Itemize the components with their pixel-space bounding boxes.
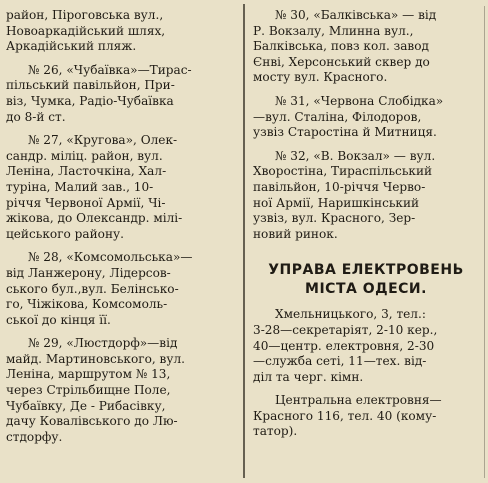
- paragraph-gap: [6, 55, 238, 63]
- text-line: Р. Вокзалу, Млинна вул.,: [253, 23, 414, 38]
- section-heading: [253, 261, 479, 299]
- text-line: 40—центр. електровня, 2-30: [253, 338, 435, 353]
- tram-routes-continued: [253, 8, 479, 242]
- heading-line: УПРАВА ЕЛЕКТРОВЕНЬ: [268, 262, 464, 279]
- text-line: стдорфу.: [6, 429, 63, 444]
- text-line: Леніна, Ласточкіна, Хал-: [6, 164, 167, 179]
- text-line: узвіз, вул. Красного, Зер-: [253, 211, 416, 226]
- text-line: сандр. міліц. район, вул.: [6, 148, 163, 163]
- text-line: ської до кінця її.: [6, 312, 111, 327]
- text-line: татор).: [253, 424, 298, 439]
- paragraph-gap: [6, 125, 238, 133]
- text-line: Леніна, маршрутом № 13,: [6, 367, 171, 382]
- text-line: пільський павільйон, При-: [6, 78, 175, 93]
- paragraph-gap: [253, 86, 479, 94]
- left-column: [6, 8, 238, 445]
- text-line: до 8-й ст.: [6, 109, 66, 124]
- text-line: Чубаївку, Де - Рибасівку,: [6, 398, 166, 413]
- text-line: Аркадійський пляж.: [6, 39, 137, 54]
- right-column: [253, 8, 479, 440]
- text-line: мосту вул. Красного.: [253, 70, 388, 85]
- text-line: Єнві, Херсонський сквер до: [253, 54, 430, 69]
- text-line: ної Армії, Наришкінський: [253, 195, 420, 210]
- heading-line: МІСТА ОДЕСИ.: [305, 281, 427, 298]
- paragraph-gap: [6, 242, 238, 250]
- right-edge-rule: [484, 6, 485, 478]
- text-line: дачу Ковалівського до Лю-: [6, 414, 178, 429]
- text-line: майд. Мартиновського, вул.: [6, 351, 186, 366]
- text-line: туріна, Малий зав., 10-: [6, 179, 154, 194]
- text-line: Балківська, повз кол. завод: [253, 39, 429, 54]
- text-line: узвіз Старостіна й Митниця.: [253, 125, 437, 140]
- text-line: го, Чіжікова, Комсомоль-: [6, 297, 168, 312]
- text-line: ського бул.,вул. Белінсько-: [6, 281, 179, 296]
- text-line: жікова, до Олександр. мілі-: [6, 211, 183, 226]
- text-line: Хмельницького, 3, тел.:: [275, 307, 426, 322]
- paragraph-gap: [253, 385, 479, 393]
- text-line: цейського району.: [6, 226, 124, 241]
- text-line: Хворостіна, Тираспільський: [253, 164, 433, 179]
- text-line: № 31, «Червона Слобідка»: [275, 93, 444, 108]
- text-line: № 29, «Люстдорф»—від: [28, 336, 178, 351]
- paragraph-gap: [6, 328, 238, 336]
- text-line: район, Піроговська вул.,: [6, 8, 164, 22]
- text-line: через Стрільбищне Поле,: [6, 383, 171, 398]
- text-line: № 30, «Балківська» — від: [275, 8, 437, 22]
- text-line: —вул. Сталіна, Філодоров,: [253, 109, 422, 124]
- text-line: діл та черг. кімн.: [253, 369, 364, 384]
- text-line: № 26, «Чубаївка»—Тирас-: [28, 62, 192, 77]
- text-line: Новоаркадійський шлях,: [6, 23, 166, 38]
- text-line: річчя Червоної Армії, Чі-: [6, 195, 166, 210]
- column-divider: [243, 4, 245, 478]
- text-line: павільйон, 10-річчя Черво-: [253, 179, 426, 194]
- paragraph-gap: [253, 141, 479, 149]
- text-line: 3-28—секретаріят, 2-10 кер.,: [253, 322, 438, 337]
- administration-info: [253, 307, 479, 440]
- text-line: віз, Чумка, Радіо-Чубаївка: [6, 93, 174, 108]
- text-line: новий ринок.: [253, 226, 338, 241]
- text-line: від Ланжерону, Лідерсов-: [6, 265, 171, 280]
- text-line: Красного 116, тел. 40 (кому-: [253, 408, 437, 423]
- text-line: № 28, «Комсомольська»—: [28, 250, 193, 265]
- text-line: № 32, «В. Вокзал» — вул.: [275, 148, 436, 163]
- text-line: Центральна електровня—: [275, 393, 442, 408]
- text-line: —служба сеті, 11—тех. від-: [253, 354, 427, 369]
- text-line: № 27, «Кругова», Олек-: [28, 133, 178, 148]
